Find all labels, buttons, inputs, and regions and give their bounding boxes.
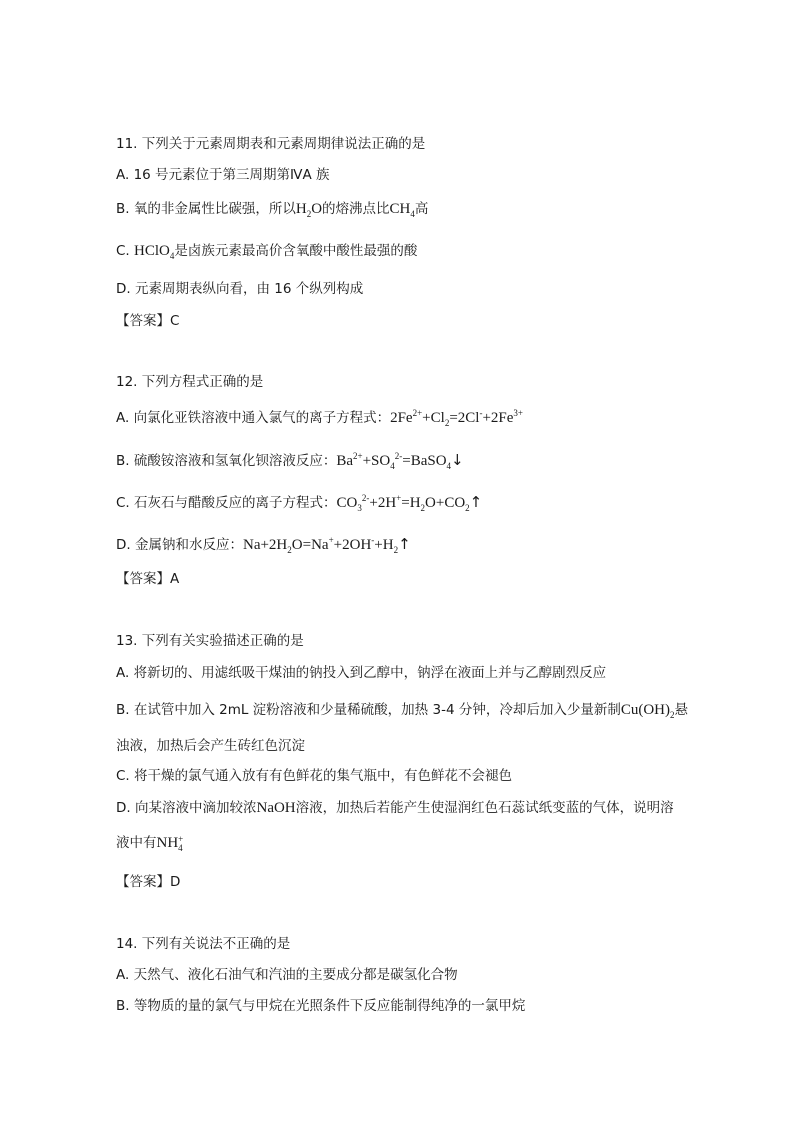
q11-b-f1-sub: 2	[306, 209, 312, 219]
q14-option-a: A. 天然气、液化石油气和汽油的主要成分都是碳氢化合物	[116, 967, 458, 983]
q11-option-d: D. 元素周期表纵向看，由 16 个纵列构成	[116, 281, 364, 297]
q13-answer-label: 【答案】	[116, 874, 170, 890]
q12-b-equation: $Ba^{2+}+SO_4^{2-}=BaSO_4$	[336, 451, 452, 471]
q13-option-d-cont	[116, 834, 183, 853]
q11-b-f1-tail: O	[311, 201, 323, 217]
q12-option-c	[116, 493, 482, 512]
q13-b-text: B. 在试管中加入 2mL 淀粉溶液和少量稀硫酸，加热 3-4 分钟，冷却后加入少量新制	[116, 702, 621, 718]
q13-d2-sub: 4	[178, 842, 183, 853]
q11-c-formula	[134, 243, 174, 259]
q13-option-a: A. 将新切的、用滤纸吸干煤油的钠投入到乙醇中，钠浮在液面上并与乙醇剧烈反应	[116, 665, 607, 681]
q13-d-text: D. 向某溶液中滴加较浓	[116, 800, 257, 816]
q13-b-text-2: 悬	[674, 702, 688, 718]
q13-d2-f: NH	[156, 835, 179, 851]
q12-option-b	[116, 451, 464, 470]
q11-c-f: HClO	[134, 243, 170, 259]
q12-c-text: C. 石灰石与醋酸反应的离子方程式：	[116, 495, 337, 511]
q13-option-c: C. 将干燥的氯气通入放有有色鲜花的集气瓶中，有色鲜花不会褪色	[116, 768, 513, 784]
q13-option-b	[116, 701, 688, 719]
up-arrow-icon: ↑	[398, 535, 411, 553]
q11-answer-label: 【答案】	[116, 313, 170, 329]
q11-b-formula-2	[390, 201, 415, 217]
q11-option-a: A. 16 号元素位于第三周期第ⅣA 族	[116, 167, 330, 183]
q13-d2-formula	[157, 835, 184, 851]
q13-b-f-sub: 2	[670, 710, 675, 720]
q13-stem: 13. 下列有关实验描述正确的是	[116, 633, 304, 649]
q11-b-text-2: 的熔沸点比	[322, 201, 390, 217]
q12-a-equation: $2Fe^{2+}+Cl_2=2Cl^-+2Fe^{3+}$	[390, 408, 523, 428]
q13-option-d	[116, 799, 674, 817]
q13-b-formula	[621, 702, 675, 718]
q11-option-c	[116, 242, 417, 260]
q13-d2-sup: +	[178, 833, 184, 844]
q11-b-f1: H	[295, 201, 307, 217]
q11-b-f2: CH	[389, 201, 411, 217]
q12-option-a	[116, 409, 523, 427]
q11-option-b	[116, 200, 428, 218]
q11-c-label: C.	[116, 243, 135, 259]
q12-answer	[116, 570, 179, 588]
q12-d-equation: $Na+2H_2O=Na^++2OH^-+H_2$	[242, 535, 399, 555]
q12-option-d	[116, 535, 411, 554]
q13-option-b-cont: 浊液，加热后会产生砖红色沉淀	[116, 738, 305, 754]
up-arrow-icon: ↑	[469, 493, 483, 511]
q13-d-text-2: 溶液，加热后若能产生使湿润红色石蕊试纸变蓝的气体，说明溶	[295, 800, 674, 816]
q13-b-f: Cu(OH)	[620, 702, 670, 718]
q11-b-formula-1	[296, 201, 322, 217]
q12-stem: 12. 下列方程式正确的是	[116, 374, 264, 390]
q12-a-text: A. 向氯化亚铁溶液中通入氯气的离子方程式：	[116, 410, 391, 426]
q11-b-text-3: 高	[414, 201, 429, 217]
q13-d-formula: NaOH	[256, 800, 296, 816]
q13-answer-value: D	[170, 874, 181, 890]
q14-option-b: B. 等物质的量的氯气与甲烷在光照条件下反应能制得纯净的一氯甲烷	[116, 998, 526, 1014]
down-arrow-icon: ↓	[451, 451, 464, 469]
q12-answer-label: 【答案】	[116, 571, 170, 587]
q12-answer-value: A	[170, 571, 180, 587]
q13-answer	[116, 873, 180, 891]
q12-b-text: B. 硫酸铵溶液和氢氧化钡溶液反应：	[116, 453, 337, 469]
q13-d2-text: 液中有	[116, 835, 157, 851]
q11-c-f-sub: 4	[169, 251, 175, 261]
q11-answer-value: C	[170, 313, 180, 329]
q12-d-text: D. 金属钠和水反应：	[116, 537, 243, 553]
q11-stem: 11. 下列关于元素周期表和元素周期律说法正确的是	[116, 136, 426, 152]
q11-answer	[116, 312, 179, 330]
q11-c-text: 是卤族元素最高价含氧酸中酸性最强的酸	[174, 243, 418, 259]
q14-stem: 14. 下列有关说法不正确的是	[116, 936, 291, 952]
q12-c-equation: $CO_3^{2-}+2H^+=H_2O+CO_2$	[336, 493, 470, 513]
q11-b-f2-sub: 4	[410, 209, 415, 219]
q11-b-text-1: B. 氧的非金属性比碳强，所以	[116, 201, 296, 217]
